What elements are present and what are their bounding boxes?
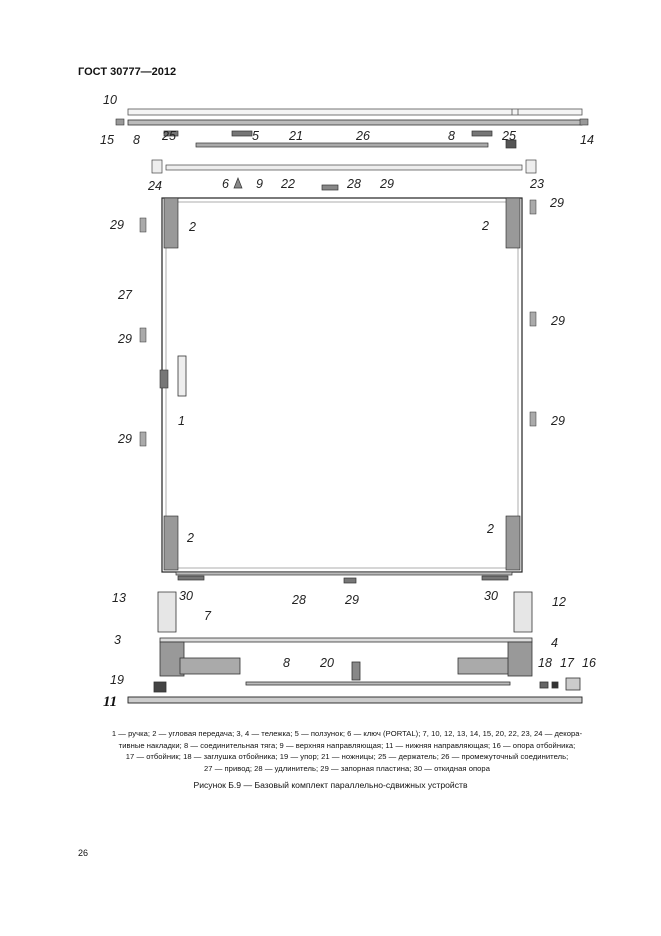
label-29-left-1: 29 [110, 218, 124, 232]
label-29-left-3: 29 [118, 432, 132, 446]
label-28-top: 28 [347, 177, 361, 191]
label-22: 22 [281, 177, 295, 191]
label-29-right-2: 29 [551, 314, 565, 328]
carriage-assembly [154, 592, 580, 692]
label-19: 19 [110, 673, 124, 687]
label-2-bottom-right: 2 [487, 522, 494, 536]
label-16: 16 [582, 656, 596, 670]
label-25-left: 25 [162, 129, 176, 143]
label-4: 4 [551, 636, 558, 650]
label-29-right-1: 29 [550, 196, 564, 210]
label-30-right: 30 [484, 589, 498, 603]
label-8-bottom: 8 [283, 656, 290, 670]
label-1: 1 [178, 414, 185, 428]
label-30-left: 30 [179, 589, 193, 603]
document-standard-header: ГОСТ 30777—2012 [78, 66, 177, 78]
label-2-top-right: 2 [482, 219, 489, 233]
label-7: 7 [204, 609, 211, 623]
label-28-bottom: 28 [292, 593, 306, 607]
label-11: 11 [103, 694, 118, 710]
label-12: 12 [552, 595, 566, 609]
legend-line-3: 17 — отбойник; 18 — заглушка отбойника; 19 — упор; 21 — ножницы; 25 — держатель; 26 — промежуточный соединитель; [125, 752, 569, 762]
label-17: 17 [560, 656, 574, 670]
label-24: 24 [148, 179, 162, 193]
label-21: 21 [289, 129, 303, 143]
page-number: 26 [78, 848, 89, 858]
label-29-top: 29 [380, 177, 394, 191]
sash-frame [140, 198, 536, 572]
legend-line-2: тивные накладки; 8 — соединительная тяга; 9 — верхняя направляющая; 11 — нижняя направляющая; 16 — опора отбойника; [118, 740, 576, 750]
label-14: 14 [580, 133, 594, 147]
upper-guide-rail [116, 119, 588, 125]
label-23: 23 [530, 177, 544, 191]
scissors-assembly [164, 131, 516, 148]
label-25-right: 25 [502, 129, 516, 143]
label-3: 3 [114, 633, 121, 647]
label-20: 20 [320, 656, 334, 670]
decorative-caps-row [152, 160, 536, 173]
label-26: 26 [356, 129, 370, 143]
label-18: 18 [538, 656, 552, 670]
label-29-left-2: 29 [118, 332, 132, 346]
label-10: 10 [103, 93, 117, 107]
legend-line-4: 27 — привод; 28 — удлинитель; 29 — запорная пластина; 30 — откидная опора [204, 763, 490, 773]
figure-legend [78, 728, 616, 774]
label-9: 9 [256, 177, 263, 191]
label-5: 5 [252, 129, 259, 143]
label-29-right-3: 29 [551, 414, 565, 428]
decorative-rail-top [128, 109, 582, 115]
label-27: 27 [118, 288, 132, 302]
label-2-bottom-left: 2 [187, 531, 194, 545]
label-8-top-right: 8 [448, 129, 455, 143]
label-8-top: 8 [133, 133, 140, 147]
label-13: 13 [112, 591, 126, 605]
figure-caption: Рисунок Б.9 — Базовый комплект параллельно-сдвижных устройств [193, 780, 468, 790]
label-15: 15 [100, 133, 114, 147]
label-29-bottom: 29 [345, 593, 359, 607]
label-6: 6 [222, 177, 229, 191]
label-2-top-left: 2 [189, 220, 196, 234]
legend-line-1: 1 — ручка; 2 — угловая передача; 3, 4 — тележка; 5 — ползунок; 6 — ключ (PORTAL); 7, 10, 12, 13, 14, 15, 20, 22, 23, 24 — декора- [111, 729, 583, 738]
extension-bar-bottom [176, 572, 512, 583]
lower-guide-rail [128, 697, 582, 703]
